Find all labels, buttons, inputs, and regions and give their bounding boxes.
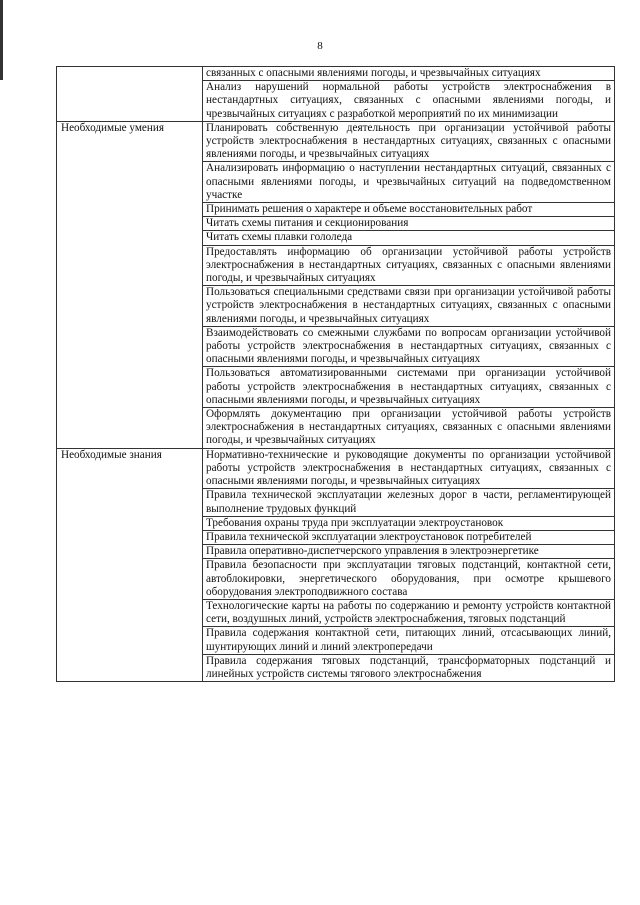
table-cell: Пользоваться автоматизированными системами при организации устойчивой работы устройств электроснабжения в нестандартных ситуациях, связанных с опасными явлениями погоды, и чрезвычайных ситуациях [203, 367, 615, 408]
table-cell: Анализ нарушений нормальной работы устройств электроснабжения в нестандартных ситуациях, связанных с опасными явлениями погоды, и чрезвычайных ситуациях с разработкой мероприятий по их минимизации [203, 81, 615, 122]
table-cell: Правила технической эксплуатации железных дорог в части, регламентирующей выполнение трудовых функций [203, 489, 615, 516]
table-cell: Планировать собственную деятельность при организации устойчивой работы устройств электроснабжения в нестандартных ситуациях, связанных с опасными явлениями погоды, и чрезвычайных ситуациях [203, 121, 615, 162]
table-cell: Предоставлять информацию об организации устойчивой работы устройств электроснабжения в нестандартных ситуациях, связанных с опасными явлениями погоды, и чрезвычайных ситуациях [203, 245, 615, 286]
table-cell: Правила оперативно-диспетчерского управления в электроэнергетике [203, 545, 615, 559]
table-cell: Читать схемы питания и секционирования [203, 217, 615, 231]
table-cell: Принимать решения о характере и объеме восстановительных работ [203, 203, 615, 217]
table-cell: Правила безопасности при эксплуатации тяговых подстанций, контактной сети, автоблокировки, энергетического оборудования, при осмотре крышевого оборудования электроподвижного состава [203, 559, 615, 600]
table-row [57, 448, 615, 489]
table-cell: Анализировать информацию о наступлении нестандартных ситуаций, связанных с опасными явлениями погоды, и чрезвычайных ситуаций на подведомственном участке [203, 162, 615, 203]
table-cell: Правила технической эксплуатации электроустановок потребителей [203, 530, 615, 544]
table-cell: Взаимодействовать со смежными службами по вопросам организации устойчивой работы устройств электроснабжения в нестандартных ситуациях, связанных с опасными явлениями погоды, и чрезвычайных ситуациях [203, 326, 615, 367]
section-label-knowledge: Необходимые знания [57, 448, 203, 681]
page-number: 8 [317, 40, 323, 52]
table-cell: Технологические карты на работы по содержанию и ремонту устройств контактной сети, воздушных линий, устройств электроснабжения, тяговых подстанций [203, 599, 615, 626]
table-cell: связанных с опасными явлениями погоды, и чрезвычайных ситуациях [203, 67, 615, 81]
competency-table [56, 66, 615, 682]
table-cell: Оформлять документацию при организации устойчивой работы устройств электроснабжения в нестандартных ситуациях, связанных с опасными явлениями погоды, и чрезвычайных ситуациях [203, 408, 615, 449]
table-cell: Пользоваться специальными средствами связи при организации устойчивой работы устройств электроснабжения в нестандартных ситуациях, связанных с опасными явлениями погоды, и чрезвычайных ситуациях [203, 286, 615, 327]
table-cell: Правила содержания тяговых подстанций, трансформаторных подстанций и линейных устройств системы тягового электроснабжения [203, 654, 615, 681]
table-cell: Нормативно-технические и руководящие документы по организации устойчивой работы устройств электроснабжения в нестандартных ситуациях, связанных с опасными явлениями погоды, и чрезвычайных ситуациях [203, 448, 615, 489]
table-cell: Правила содержания контактной сети, питающих линий, отсасывающих линий, шунтирующих линий и линий электропередачи [203, 627, 615, 654]
table-cell: Требования охраны труда при эксплуатации электроустановок [203, 516, 615, 530]
section-label-skills: Необходимые умения [57, 121, 203, 448]
table-cell: Читать схемы плавки гололеда [203, 231, 615, 245]
table-row [57, 67, 615, 81]
section-label [57, 67, 203, 122]
table-row [57, 121, 615, 162]
